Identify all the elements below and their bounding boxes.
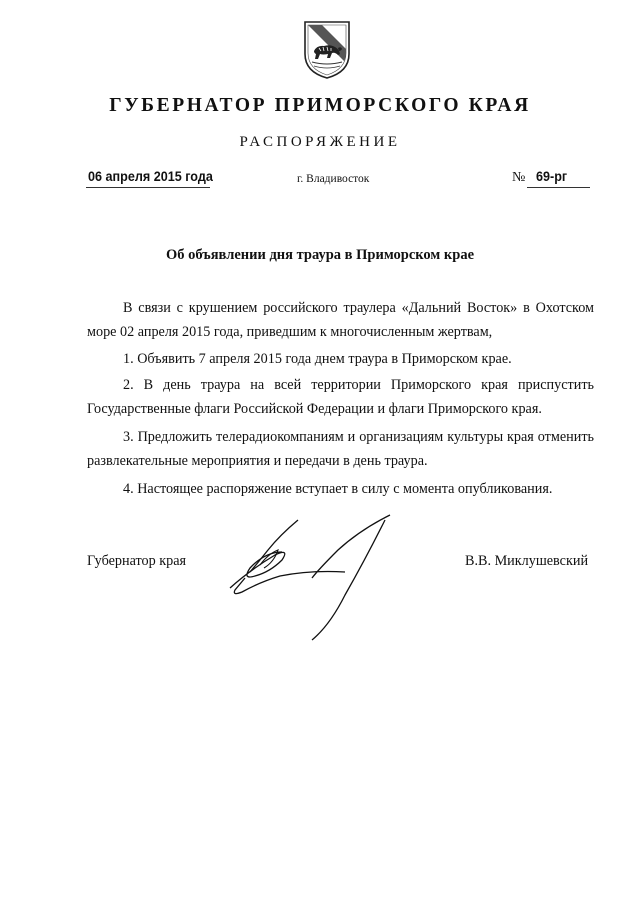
number-underline (527, 187, 590, 188)
coat-of-arms-icon (302, 18, 352, 80)
governor-heading: ГУБЕРНАТОР ПРИМОРСКОГО КРАЯ (109, 95, 531, 116)
document-type: РАСПОРЯЖЕНИЕ (239, 134, 401, 150)
document-subject: Об объявлении дня траура в Приморском крае (165, 247, 475, 263)
signatory-name: В.В. Миклушевский (465, 553, 589, 569)
document-number: 69-рг (536, 168, 568, 184)
order-item-1: 1. Объявить 7 апреля 2015 года днем траура в Приморском крае. (123, 351, 512, 367)
handwritten-signature (220, 510, 395, 650)
order-item-2: 2. В день траура на всей территории Приморского края приспустить Государственные флаги Российской Федерации и флаги Приморского края. (87, 377, 594, 417)
signatory-title: Губернатор края (87, 553, 187, 569)
order-item-3: 3. Предложить телерадиокомпаниям и организациям культуры края отменить развлекательные мероприятия и передачи в день траура. (87, 429, 594, 469)
date-underline (86, 187, 210, 188)
order-item-4: 4. Настоящее распоряжение вступает в силу с момента опубликования. (123, 481, 553, 497)
document-city: г. Владивосток (297, 173, 370, 185)
document-date: 06 апреля 2015 года (88, 168, 213, 184)
number-sign: № (512, 170, 526, 185)
intro-paragraph: В связи с крушением российского траулера «Дальний Восток» в Охотском море 02 апреля 2015 года, приведшим к многочисленным жертвам, (87, 300, 594, 340)
